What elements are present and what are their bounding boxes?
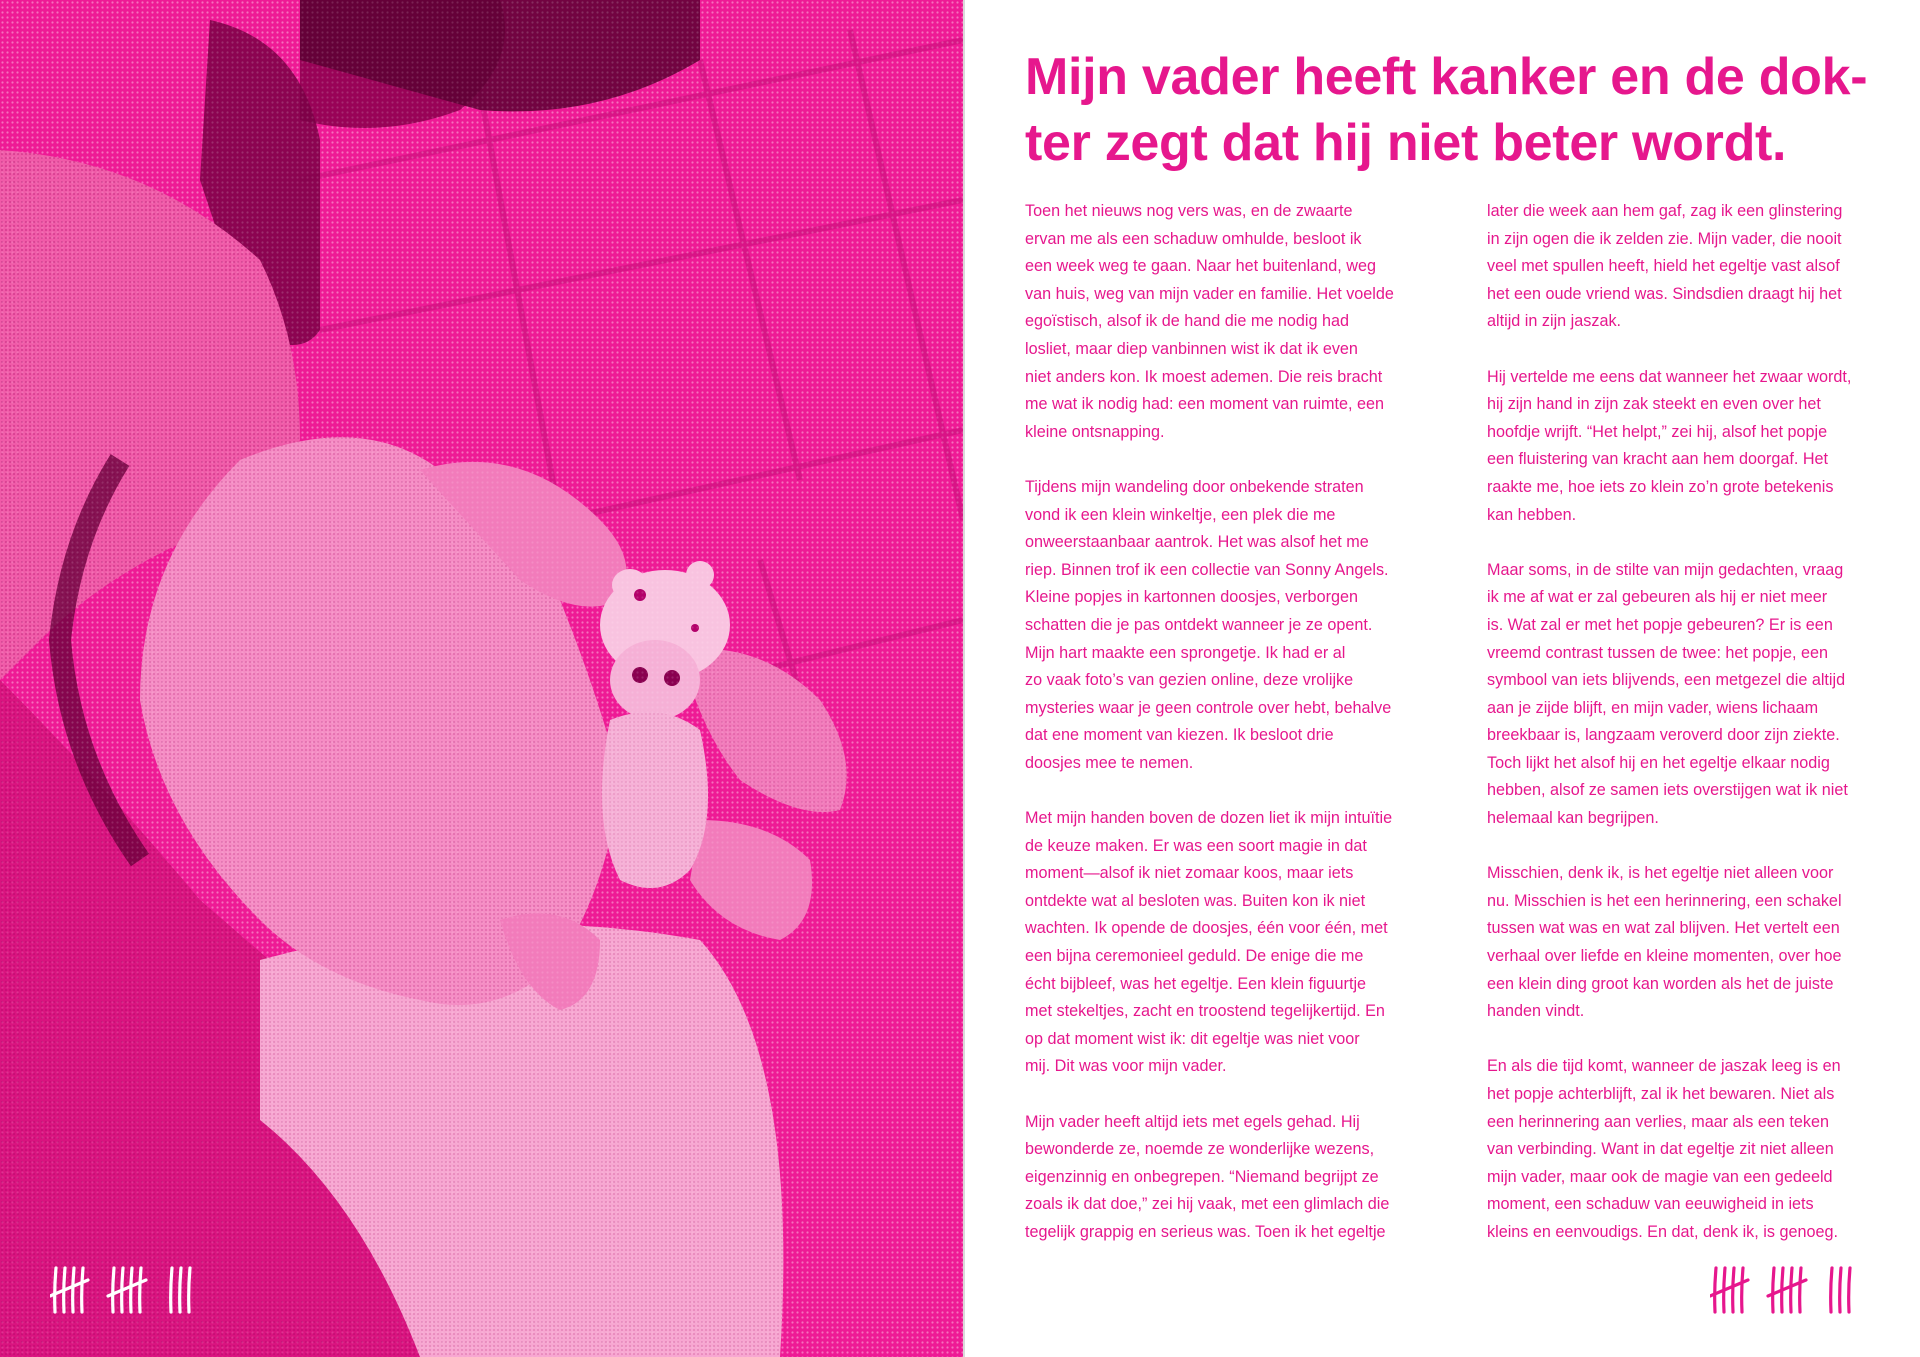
text-line: Toen het nieuws nog vers was, en de zwaarte [1025, 202, 1353, 220]
tally-stroke [1733, 1268, 1734, 1312]
text-line: handen vindt. [1487, 1002, 1585, 1021]
paragraph [1025, 474, 1415, 778]
text-line: moment—alsof ik niet zomaar koos, maar iets [1025, 864, 1354, 883]
tally-stroke [1800, 1268, 1801, 1312]
tally-stroke [1840, 1268, 1841, 1312]
article-column-left [1025, 198, 1415, 1247]
text-line: écht bijbleef, was het egeltje. Een klein figuurtje [1025, 974, 1367, 993]
text-line: kleins en eenvoudigs. En dat, denk ik, is genoeg. [1487, 1222, 1838, 1241]
text-line: een fluistering van kracht aan hem doorgaf. Het [1487, 450, 1829, 469]
text-line: hoofdje wrijft. “Het helpt,” zei hij, alsof het popje [1487, 422, 1828, 441]
text-line: tegelijk grappig en serieus was. Toen ik het egeltje [1025, 1222, 1386, 1241]
text-line: hebben, alsof ze samen iets overstijgen wat ik niet [1487, 781, 1848, 800]
text-line: het popje achterblijft, zal ik het bewaren. Niet als [1487, 1085, 1835, 1103]
text-line: losliet, maar diep vanbinnen wist ik dat ik even [1025, 339, 1358, 358]
text-line: doosjes mee te nemen. [1025, 753, 1194, 772]
text-line: Misschien, denk ik, is het egeltje niet alleen voor [1487, 864, 1834, 883]
text-line: Kleine popjes in kartonnen doosjes, verborgen [1025, 588, 1358, 607]
text-line: moment, een schaduw van eeuwigheid in iets [1487, 1195, 1814, 1214]
text-line: een week weg te gaan. Naar het buitenland, weg [1025, 257, 1376, 276]
text-line: En als die tijd komt, wanneer de jaszak leeg is en [1487, 1057, 1841, 1076]
text-line: ontdekte wat al besloten was. Buiten kon ik niet [1025, 891, 1366, 910]
text-line: vreemd contrast tussen de twee: het popje, een [1487, 643, 1829, 662]
text-line: in zijn ogen die ik zelden zie. Mijn vader, die nooit [1487, 229, 1842, 248]
text-line: van verbinding. Want in dat egeltje zit niet alleen [1487, 1140, 1834, 1159]
text-line: Mijn vader heeft altijd iets met egels gehad. Hij [1025, 1112, 1360, 1131]
text-line: een klein ding groot kan worden als het de juiste [1487, 974, 1834, 993]
text-line: de keuze maken. Er was een soort magie in dat [1025, 836, 1367, 855]
paragraph [1025, 1109, 1415, 1247]
text-line: zoals ik dat doe,” zei hij vaak, met een glimlach die [1025, 1195, 1390, 1214]
text-line: ervan me als een schaduw omhulde, besloot ik [1025, 229, 1362, 248]
article-column-right [1487, 198, 1877, 1247]
text-line: van huis, weg van mijn vader en familie. Het voelde [1025, 284, 1394, 303]
paragraph [1487, 198, 1877, 336]
tally-stroke [1715, 1268, 1716, 1312]
text-line: kleine ontsnapping. [1025, 422, 1165, 441]
text-line: ik me af wat er zal gebeuren als hij er niet meer [1487, 588, 1828, 607]
text-line: kan hebben. [1487, 505, 1577, 524]
text-line: helemaal kan begrijpen. [1487, 809, 1659, 828]
text-line: Toch lijkt het alsof hij en het egeltje elkaar nodig [1487, 753, 1830, 772]
text-line: egoïstisch, alsof ik de hand die me nodig had [1025, 312, 1349, 331]
text-line: Hij vertelde me eens dat wanneer het zwaar wordt, [1487, 367, 1852, 386]
text-line: onweerstaanbaar aantrok. Het was alsof het me [1025, 533, 1369, 552]
paragraph [1487, 1053, 1877, 1246]
tally-stroke [1849, 1268, 1850, 1312]
tally-stroke [131, 1268, 132, 1312]
tally-stroke [1742, 1268, 1743, 1312]
tally-stroke [180, 1268, 181, 1312]
article-headline [1025, 44, 1885, 176]
text-line: bewonderde ze, noemde ze wonderlijke wezens, [1025, 1140, 1375, 1159]
text-line: symbool van iets blijvends, een metgezel die altijd [1487, 671, 1846, 690]
text-line: later die week aan hem gaf, zag ik een glinstering [1487, 202, 1843, 220]
paragraph-spacer [1025, 446, 1415, 474]
paragraph [1025, 198, 1415, 446]
text-line: mij. Dit was voor mijn vader. [1025, 1057, 1227, 1076]
text-line: raakte me, hoe iets zo klein zo’n grote betekenis [1487, 477, 1834, 496]
paragraph-spacer [1487, 529, 1877, 557]
text-line: een herinnering aan verlies, maar als een teken [1487, 1112, 1829, 1131]
tally-stroke [73, 1268, 74, 1312]
tally-stroke [1791, 1268, 1792, 1312]
text-line: is. Wat zal er met het popje gebeuren? Er is een [1487, 615, 1833, 634]
text-line: tussen wat was en wat zal blijven. Het vertelt een [1487, 919, 1840, 938]
tally-stroke [1831, 1268, 1832, 1312]
text-line: niet anders kon. Ik moest ademen. Die reis bracht [1025, 367, 1383, 386]
text-line: mysteries waar je geen controle over hebt, behalve [1025, 698, 1392, 717]
text-line: Met mijn handen boven de dozen liet ik mijn intuïtie [1025, 809, 1393, 828]
paragraph [1025, 805, 1415, 1081]
paragraph [1487, 364, 1877, 530]
text-line: riep. Binnen trof ik een collectie van Sonny Angels. [1025, 560, 1389, 579]
text-line: schatten die je pas ontdekt wanneer je ze opent. [1025, 615, 1373, 634]
text-line: breekbaar is, langzaam veroverd door zijn ziekte. [1487, 726, 1840, 745]
paragraph-spacer [1487, 1026, 1877, 1054]
text-line: me wat ik nodig had: een moment van ruimte, een [1025, 395, 1385, 414]
article-page [965, 0, 1920, 1357]
text-line: op dat moment wist ik: dit egeltje was niet voor [1025, 1029, 1360, 1048]
text-line: Mijn hart maakte een sprongetje. Ik had er al [1025, 643, 1346, 662]
tally-stroke [113, 1268, 114, 1312]
text-line: nu. Misschien is het een herinnering, een schakel [1487, 891, 1842, 910]
tally-marks-right [1710, 1262, 1870, 1318]
text-line: wachten. Ik opende de doosjes, één voor één, met [1025, 919, 1388, 938]
text-line: met stekeltjes, zacht en troostend tegelijkertijd. En [1025, 1002, 1385, 1021]
tally-marks-left [50, 1262, 210, 1318]
text-line: het een oude vriend was. Sindsdien draagt hij het [1487, 284, 1842, 303]
paragraph [1487, 557, 1877, 833]
text-line: Maar soms, in de stilte van mijn gedachten, vraag [1487, 560, 1844, 579]
text-line: een bijna ceremonieel geduld. De enige die me [1025, 947, 1364, 966]
text-line: eigenzinnig en onbegrepen. “Niemand begrijpt ze [1025, 1167, 1379, 1186]
text-line: hij zijn hand in zijn zak steekt en even over het [1487, 395, 1821, 414]
headline-line-1: Mijn vader heeft kanker en de dok- [1025, 48, 1868, 106]
text-line: dat ene moment van kiezen. Ik besloot drie [1025, 726, 1334, 745]
text-line: mijn vader, maar ook de magie van een gedeeld [1487, 1167, 1833, 1186]
text-line: zo vaak foto’s van gezien online, deze vrolijke [1025, 671, 1354, 690]
text-line: veel met spullen heeft, hield het egeltje vast alsof [1487, 257, 1840, 276]
text-line: aan je zijde blijft, en mijn vader, wiens lichaam [1487, 698, 1819, 717]
text-line: Tijdens mijn wandeling door onbekende straten [1025, 477, 1364, 496]
tally-stroke [82, 1268, 83, 1312]
tally-stroke [55, 1268, 56, 1312]
paragraph-spacer [1025, 1081, 1415, 1109]
paragraph [1487, 860, 1877, 1026]
paragraph-spacer [1487, 833, 1877, 861]
text-line: verhaal over liefde en kleine momenten, over hoe [1487, 947, 1842, 966]
text-line: altijd in zijn jaszak. [1487, 312, 1622, 331]
tally-stroke [1773, 1268, 1774, 1312]
paragraph-spacer [1487, 336, 1877, 364]
headline-line-2: ter zegt dat hij niet beter wordt. [1025, 114, 1787, 172]
tally-stroke [140, 1268, 141, 1312]
paragraph-spacer [1025, 777, 1415, 805]
tally-stroke [171, 1268, 172, 1312]
text-line: vond ik een klein winkeltje, een plek die me [1025, 505, 1336, 524]
tally-stroke [189, 1268, 190, 1312]
